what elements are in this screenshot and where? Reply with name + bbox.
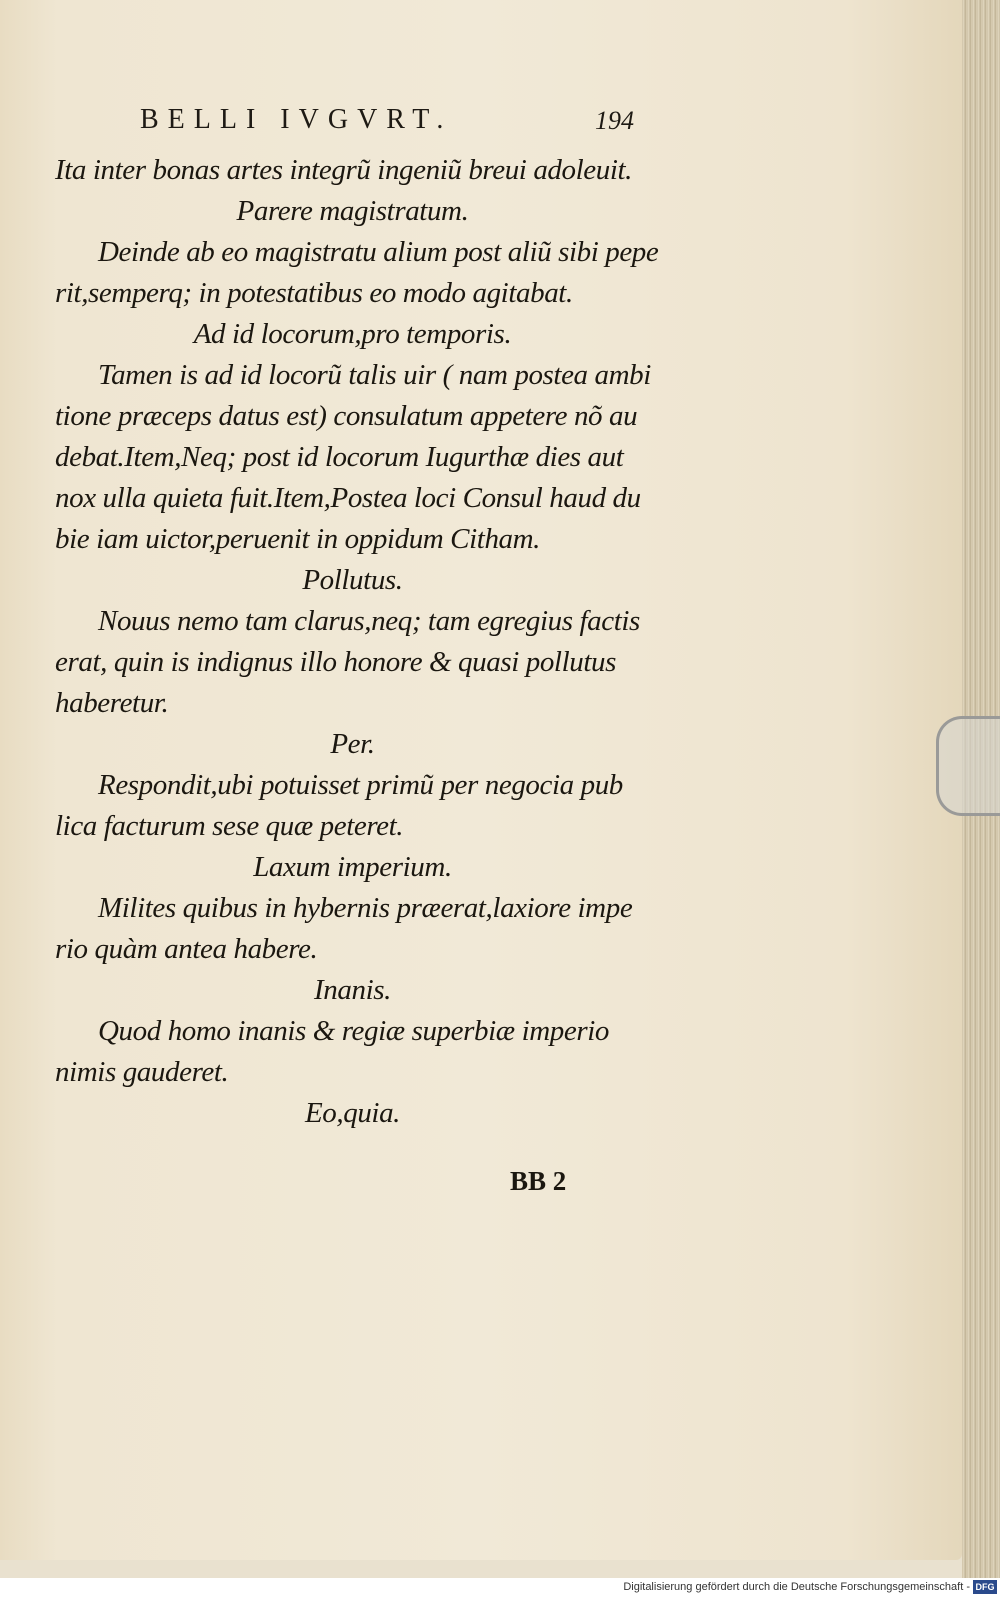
text-line: haberetur. [55, 687, 169, 719]
section-heading: Laxum imperium. [253, 851, 452, 883]
text-line: Tamen is ad id locorũ talis uir ( nam postea ambi [98, 359, 651, 391]
text-line: nimis gauderet. [55, 1056, 229, 1088]
section-heading: Eo,quia. [304, 1097, 401, 1129]
page-header [140, 100, 650, 140]
section-heading: Per. [330, 728, 375, 760]
section-heading: Parere magistratum. [236, 195, 469, 227]
running-title: BELLI IVGVRT. [140, 104, 453, 135]
funding-credit: Digitalisierung gefördert durch die Deutsche Forschungsgemeinschaft - [623, 1581, 970, 1593]
text-line: Deinde ab eo magistratu alium post aliũ sibi pepe [98, 236, 659, 268]
text-line: rio quàm antea habere. [55, 933, 318, 965]
dfg-logo: DFG [973, 1580, 997, 1594]
section-heading: Ad id locorum,pro temporis. [193, 318, 512, 350]
text-line: debat.Item,Neq; post id locorum Iugurthæ dies aut [55, 441, 624, 473]
text-line: Ita inter bonas artes integrũ ingeniũ breui adoleuit. [55, 154, 633, 186]
page-clip [936, 716, 1000, 816]
text-line: nox ulla quieta fuit.Item,Postea loci Consul haud du [55, 482, 641, 514]
text-line: tione præceps datus est) consulatum appetere nõ au [55, 400, 638, 432]
text-block [55, 150, 695, 1134]
text-line: erat, quin is indignus illo honore & quasi pollutus [55, 646, 616, 678]
text-line: bie iam uictor,peruenit in oppidum Citham. [55, 523, 541, 555]
signature-mark: BB 2 [510, 1166, 567, 1196]
text-line: Nouus nemo tam clarus,neq; tam egregius factis [98, 605, 640, 637]
text-line: Respondit,ubi potuisset primũ per negocia pub [98, 769, 623, 801]
text-line: rit,semperq; in potestatibus eo modo agitabat. [55, 277, 573, 309]
text-line: Milites quibus in hybernis præerat,laxiore impe [98, 892, 633, 924]
page-number: 194 [595, 106, 634, 135]
text-line: lica facturum sese quæ peteret. [55, 810, 404, 842]
text-line: Quod homo inanis & regiæ superbiæ imperio [98, 1015, 609, 1047]
footer-bar [0, 1578, 1000, 1598]
section-heading: Pollutus. [302, 564, 403, 596]
section-heading: Inanis. [314, 974, 391, 1006]
